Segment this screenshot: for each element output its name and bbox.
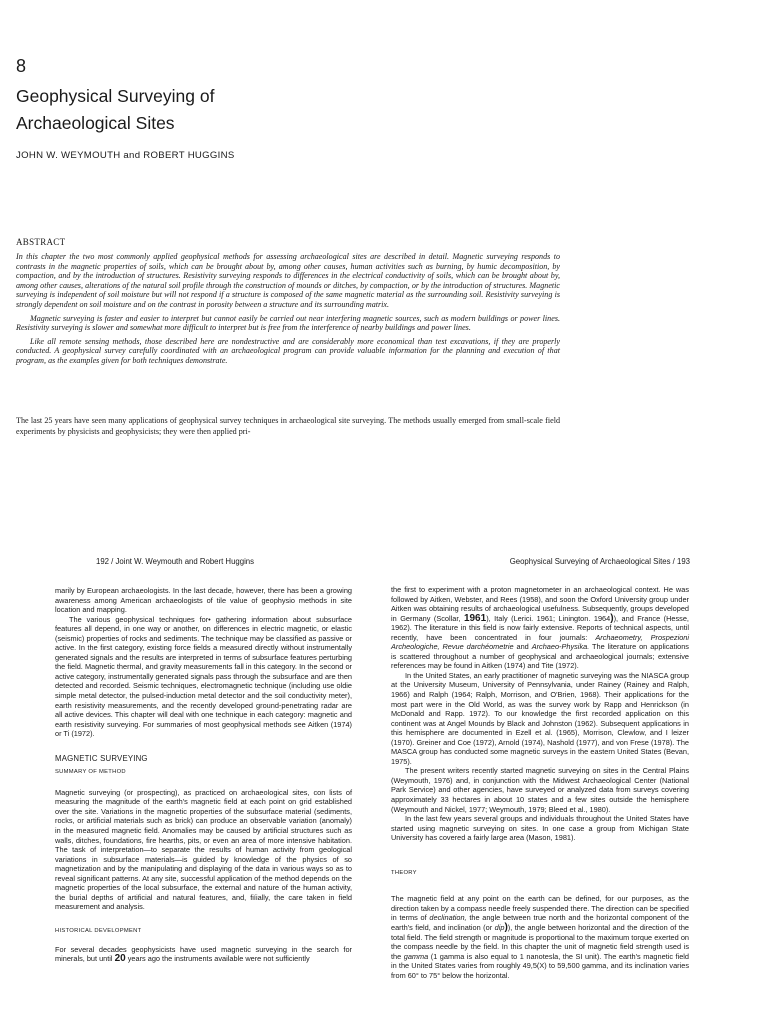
subsection-heading-summary: SUMMARY OF METHOD <box>55 769 126 776</box>
body-paragraph: For several decades geophysicists have used magnetic surveying in the search for minerals, but until 20 years ago the instruments available were not sufficiently <box>55 944 352 965</box>
left-column <box>55 586 352 964</box>
body-paragraph: The magnetic field at any point on the earth can be defined, for our purposes, as the direction taken by a compass needle freely suspended there. The direction can be specified in terms of declination, the angle between true north and the horizontal component of the earth's field, and inclination (or dip)), the angle between horizontal and the direction of the total field. The field strength or magnitude is proportional to the maximum torque exerted on the compass needle by the field. In this chapter the unit of magnetic field strength used is the gamma (1 gamma is also equal to 1 nanotesla, the SI unit). The earth's magnetic field in the United States varies from roughly 49,5(X) to 59,500 gamma, and its inclination varies from 60° to 75° below the horizontal. <box>391 894 689 980</box>
body-paragraph: Magnetic surveying (or prospecting), as practiced on archaeological sites, con lists of measuring the magnitude of the earth's magnetic field at each point on grid established over the site. Variations in the magnetic properties of the subsurface material (sediments, rocks, or artificial materials such as brick) can produce an observable variation (anomaly) in the measured magnetic field. Anomalies may be caused by artificial structures such as walls, ditches, foundations, fire hearths, pits, or even an area of more intensive habitation. The task of interpretation—to separate the results of human activity from geological variations in subsurface materials—is guided by knowledge of the physics of so magnetization and by the manipulating and displaying of the data in various ways so as to reveal significant patterns. At any site, successful application of the method depends on the magnetic properties of the local subsurface, the external and nature of the human activity, the burial depths of artificial and natural features, and, fiíially, the care taken in field measurement and analysis. <box>55 787 352 912</box>
chapter-number: 8 <box>16 56 27 76</box>
body-paragraph: the first to experiment with a proton magnetometer in an archaeological context. He was followed by Aitken, Webster, and Rees (1958), and soon the Oxford University group under Aitken was obtaining results of archaeological usefulness. Subsequently, groups developed in Germany (Scollar, 1961), Italy (Lerici. 1961; Linington. 1964)), and France (Hesse, 1962). The literature in this field is now fairly extensive. Reports of technical aspects, until recently, have been concentrated in four journals: Archaeometry, Prospezioni Archeologiche, Revue darchéometrie and Archaeo-Physika. The literature on applications is scattered throughout a number of geophysical and archaeological journals; extensive references may be found in Aitken (1974) and Tite (1972). <box>391 585 689 671</box>
chapter-authors: JOHN W. WEYMOUTH and ROBERT HUGGINS <box>16 150 235 161</box>
year-highlight: 1961 <box>463 612 487 624</box>
body-paragraph: The various geophysical techniques for• gathering information about subsurface features all depend, in one way or another, on differences in electric magnetic, or elastic (seismic) properties of rocks and sediments. The technique may be classified as passive or active. In the first category, existing force fields a measured directly without instrumentally generated signals and the results are interpreted in terms of subsurface features perturbing the field. Magnetic thermal, and gravity measurements fall in this category. In the second or active category, instrumentally generated signals pass through the subsurface and are then detected and recorded. Seismic techniques, electromagnetic technique (including use oldie simple metal detector, the pulsed-induction metal detector and the soil conductivity meter), earth resistivity measurements, and the recently developed ground-penetrating radar are all active devices. This chapter will deal with one technique in each category: magnetic and earth resistivity surveying. For summaries of most geophysical methods see Aitken (1974) or Ti (1972). <box>55 614 352 739</box>
abstract-body <box>16 252 560 370</box>
abstract-heading: ABSTRACT <box>16 237 66 247</box>
body-paragraph: In the last few years several groups and individuals throughout the United States have started using magnetic surveying on sites. In one case a group from Michigan State University has covered a fairly large area (Mason, 1981). <box>391 814 689 843</box>
intro-paragraph: The last 25 years have seen many applications of geophysical survey techniques in archaeological site surveying. The methods usually emerged from small-scale field experiments by physicists and geophysicists; they were then applied pri- <box>16 416 560 436</box>
body-paragraph: The present writers recently started magnetic surveying on sites in the Central Plains (Weymouth, 1976) and, in conjunction with the Midwest Archaeological Center (National Park Service) and other agencies, have surveyed or analyzed data from surveys covering approximately 33 hectares in about 10 states and a few sites outside the hemisphere (Weymouth and Nickel, 1977; Weymouth, 1979; Bleed et al., 1980). <box>391 766 689 814</box>
abstract-paragraph: Magnetic surveying is faster and easier to interpret but cannot easily be carried out near interfering magnetic sources, such as modern buildings or power lines. Resistivity surveying is slower and somewhat more difficult to interpret but is free from the interference of nearby buildings and power lines. <box>16 313 560 333</box>
chapter-title-line2: Archaeological Sites <box>16 113 175 133</box>
running-head-left: 192 / Joint W. Weymouth and Robert Huggins <box>96 557 255 566</box>
subsection-heading-history: HISTORICAL DEVELOPMENT <box>55 927 142 934</box>
right-column <box>391 585 689 980</box>
running-head-right: Geophysical Surveying of Archaeological Sites / 193 <box>509 557 690 566</box>
abstract-paragraph: Like all remote sensing methods, those described here are nondestructive and are considerably more economical than test excavations, if they are properly conducted. A geophysical survey carefully coordinated with an archaeological program can provide valuable information for the planning and execution of that program, as the examples given for both techniques demonstrate. <box>16 336 560 365</box>
section-heading-magnetic: MAGNETIC SURVEYING <box>55 753 148 763</box>
abstract-paragraph: In this chapter the two most commonly applied geophysical methods for assessing archaeological sites are described in detail. Magnetic surveying responds to contrasts in the magnetic properties of soils, which can be brought about by, among other causes, human activities such as burning, by humic decomposition, by compaction, and by the introduction of structures. Resistivity surveying responds to differences in the electrical conductivity of soils, which can be brought about by, among other causes, alterations of the natural soil profile through the construction of mounds or ditches, by compaction, or by the introduction of structures. Magnetic surveying is independent of soil moisture but will not respond if a structure is composed of the same magnetic material as the surrounding soil. Resistivity surveying is strongly dependent on soil moisture and on the contrast in porosity between a structure and its surrounding matrix. <box>16 252 560 309</box>
body-paragraph: marily by European archaeologists. In the last decade, however, there has been a growing awareness among American archaeologists of tile value of geophysio methods in site location and mapping. <box>55 586 352 615</box>
year-count: 20 <box>114 953 126 965</box>
chapter-title-line1: Geophysical Surveying of <box>16 86 215 106</box>
chapter-title <box>16 83 416 137</box>
body-paragraph: In the United States, an early practitioner of magnetic surveying was the NIASCA group at the University Museum, University of Pennsylvania, under Rainey (Rainey and Ralph, 1966) and Ralph (1964; Ralph, Morrison, and O'Brien, 1968). Their applications for the most part were in the Old World, as was the survey work by Rapp and Henrickson (in McDonald and Rapp. 1972). To our knowledge the first recorded application on this continent was at Angel Mounds by Black and Johnston (1962). Subsequent applications in this hemisphere are documented in Ezell et al. (1965), Morrison, Clewlow, and I leizer (1970). Greiner and Coe (1972), Arnold (1974), Nashold (1977), and von Frese (1978). The MASCA group has conducted some magnetic surveys in the eastern United States (Bevan, 1975). <box>391 670 689 766</box>
subsection-heading-theory: THEORY <box>391 869 417 876</box>
